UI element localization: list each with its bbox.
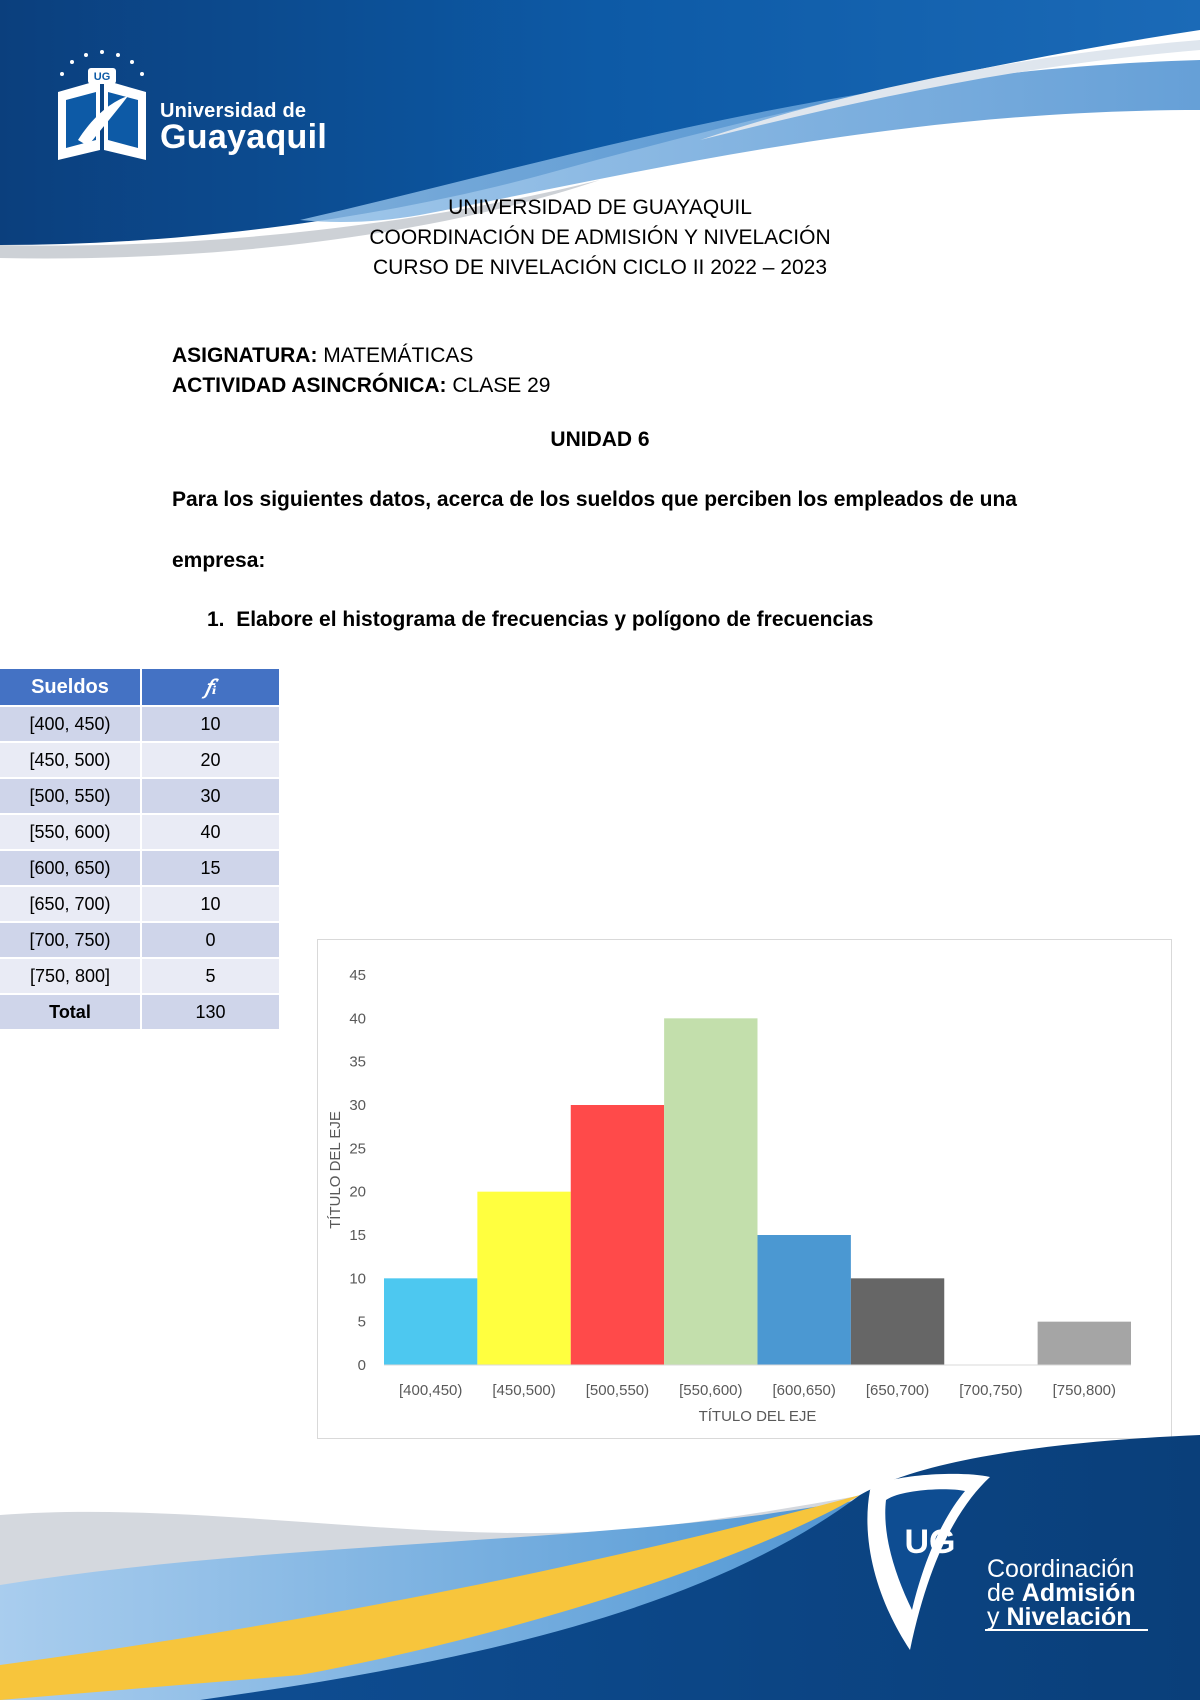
svg-text:UG: UG xyxy=(93,71,111,83)
table-body xyxy=(0,706,280,1029)
cell-frequency: 20 xyxy=(141,742,280,778)
histogram-bar xyxy=(664,1018,757,1365)
svg-text:UG: UG xyxy=(904,1523,956,1561)
x-tick-label: [500,550) xyxy=(585,1382,650,1399)
frequency-table xyxy=(0,669,281,1029)
cell-frequency: 30 xyxy=(141,778,280,814)
x-tick-label: [550,600) xyxy=(679,1382,743,1399)
x-tick-label: [750,800) xyxy=(1052,1382,1117,1399)
x-tick-label: [700,750) xyxy=(959,1382,1023,1399)
histogram-bar xyxy=(477,1192,570,1365)
header-coordination: COORDINACIÓN DE ADMISIÓN Y NIVELACIÓN xyxy=(369,226,831,249)
cell-interval: [550, 600) xyxy=(0,814,141,850)
table-row xyxy=(0,706,280,742)
table-row xyxy=(0,778,280,814)
cell-frequency: 15 xyxy=(141,850,280,886)
logo-text-universidad: Universidad de xyxy=(160,100,307,122)
cell-frequency: 10 xyxy=(141,886,280,922)
y-tick-label: 40 xyxy=(349,1010,366,1028)
header-fi-symbol: 𝑓ᵢ xyxy=(204,674,217,699)
cell-interval: [750, 800] xyxy=(0,958,141,994)
histogram-bar xyxy=(851,1278,944,1365)
table-row xyxy=(0,850,280,886)
footer-logo-line2 xyxy=(987,1581,1136,1605)
histogram-bar xyxy=(571,1105,664,1365)
cell-interval: [450, 500) xyxy=(0,742,141,778)
intro-text-continued: empresa: xyxy=(172,549,266,572)
header-sueldos: Sueldos xyxy=(0,669,141,706)
header-fi xyxy=(141,669,280,706)
intro-text: Para los siguientes datos, acerca de los sueldos que perciben los empleados de una xyxy=(172,488,1017,511)
task-text: Elabore el histograma de frecuencias y polígono de frecuencias xyxy=(236,608,874,631)
document-header xyxy=(0,193,1200,283)
y-tick-label: 15 xyxy=(349,1227,366,1244)
histogram-svg xyxy=(318,940,1171,1438)
y-tick-label: 30 xyxy=(349,1097,366,1114)
activity-value: CLASE 29 xyxy=(452,374,551,397)
y-tick-label: 0 xyxy=(357,1357,366,1374)
y-tick-label: 45 xyxy=(349,967,366,984)
cell-interval: [600, 650) xyxy=(0,850,141,886)
logo-text-guayaquil: Guayaquil xyxy=(160,118,328,156)
footer-logo-line3 xyxy=(987,1605,1136,1629)
table-row xyxy=(0,886,280,922)
header-course: CURSO DE NIVELACIÓN CICLO II 2022 – 2023 xyxy=(372,256,827,279)
cell-interval: [650, 700) xyxy=(0,886,141,922)
cell-interval: [700, 750) xyxy=(0,922,141,958)
activity-label: ACTIVIDAD ASINCRÓNICA: xyxy=(172,374,447,397)
x-tick-label: [450,500) xyxy=(492,1382,556,1399)
subject-line xyxy=(172,341,550,371)
table-row xyxy=(0,742,280,778)
header-university: UNIVERSIDAD DE GUAYAQUIL xyxy=(448,196,752,219)
subject-label: ASIGNATURA: xyxy=(172,344,318,367)
y-axis-title: TÍTULO DEL EJE xyxy=(327,1111,344,1229)
y-tick-label: 35 xyxy=(349,1053,366,1071)
table-header-row xyxy=(0,669,280,706)
table-row xyxy=(0,814,280,850)
y-tick-label: 20 xyxy=(349,1183,366,1201)
table-total-row xyxy=(0,994,280,1029)
x-axis-title: TÍTULO DEL EJE xyxy=(698,1408,817,1425)
x-tick-label: [650,700) xyxy=(865,1382,930,1399)
footer-logo-text xyxy=(987,1557,1136,1629)
cell-total-value: 130 xyxy=(141,994,280,1029)
cell-frequency: 0 xyxy=(141,922,280,958)
cell-total-label: Total xyxy=(0,994,141,1029)
unit-title: UNIDAD 6 xyxy=(550,428,650,451)
table-row xyxy=(0,922,280,958)
document-meta xyxy=(172,341,550,401)
subject-value: MATEMÁTICAS xyxy=(323,344,474,367)
task-number: 1. xyxy=(207,608,225,631)
histogram-bar xyxy=(758,1235,851,1365)
histogram-bar xyxy=(384,1278,477,1365)
histogram-chart xyxy=(317,939,1172,1439)
cell-frequency: 5 xyxy=(141,958,280,994)
activity-line xyxy=(172,371,550,401)
y-tick-label: 5 xyxy=(357,1313,366,1331)
cell-interval: [500, 550) xyxy=(0,778,141,814)
task-item xyxy=(207,608,873,632)
footer-logo-de: de xyxy=(987,1579,1022,1607)
y-tick-label: 25 xyxy=(349,1140,366,1158)
cell-frequency: 40 xyxy=(141,814,280,850)
cell-frequency: 10 xyxy=(141,706,280,742)
footer-logo-line1: Coordinación xyxy=(987,1555,1135,1583)
histogram-bar xyxy=(1038,1322,1131,1365)
footer-logo-nivelacion: Nivelación xyxy=(1006,1603,1132,1631)
y-tick-label: 10 xyxy=(349,1270,366,1288)
cell-interval: [400, 450) xyxy=(0,706,141,742)
footer-logo-y: y xyxy=(987,1603,1007,1631)
footer-logo-admision: Admisión xyxy=(1021,1579,1136,1607)
x-tick-label: [400,450) xyxy=(398,1382,463,1399)
x-tick-label: [600,650) xyxy=(772,1382,836,1399)
table-row xyxy=(0,958,280,994)
